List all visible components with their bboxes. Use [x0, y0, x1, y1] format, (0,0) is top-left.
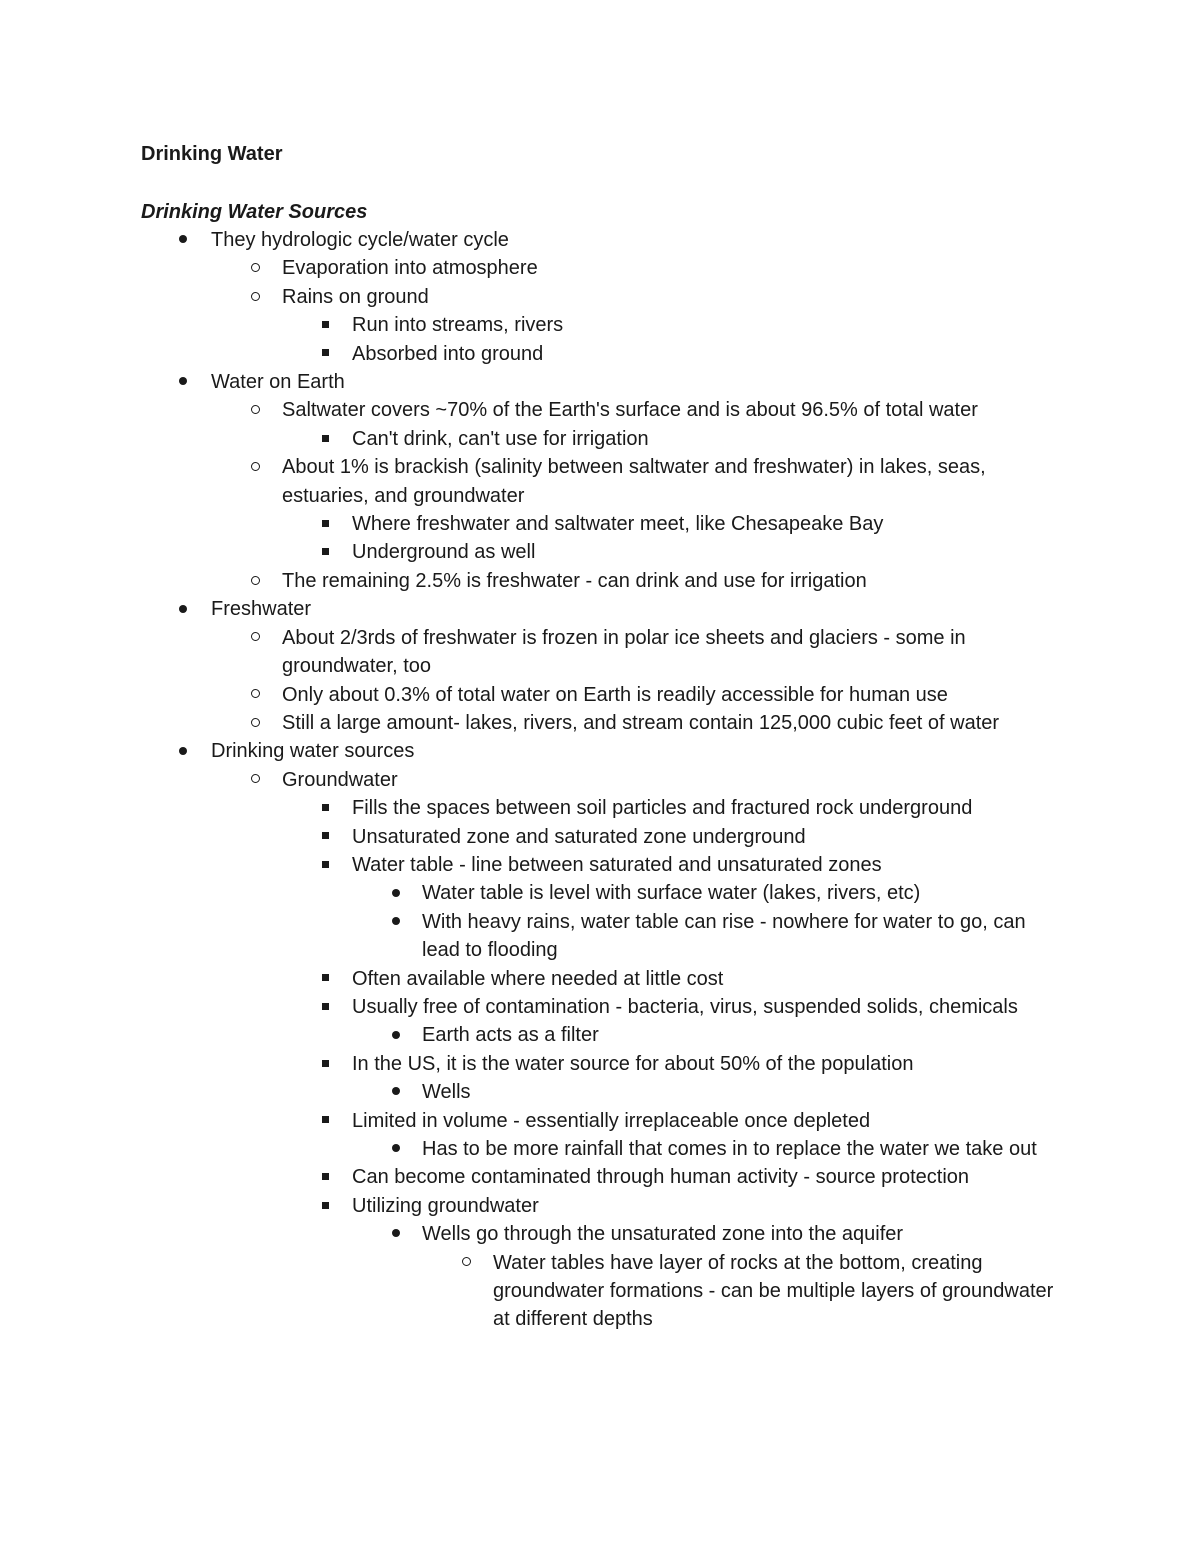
list-item: [0, 1163, 1200, 1191]
list-item: [0, 595, 1200, 623]
list-item-text: Has to be more rainfall that comes in to replace the water we take out: [422, 1138, 1037, 1160]
list-item: [0, 1021, 1200, 1049]
filled-circle-icon: [168, 595, 198, 623]
list-item: [0, 311, 1200, 339]
list-item-text: The remaining 2.5% is freshwater - can drink and use for irrigation: [282, 569, 867, 592]
list-item-text: Usually free of contamination - bacteria, virus, suspended solids, chemicals: [352, 995, 1018, 1018]
list-item-text: Run into streams, rivers: [352, 314, 564, 337]
list-item: [0, 510, 1200, 538]
list-item: [0, 425, 1200, 453]
filled-square-icon: [310, 965, 340, 993]
list-item: [0, 965, 1200, 993]
list-item: [0, 567, 1200, 595]
list-item: [0, 624, 1200, 681]
list-item-text: Wells: [422, 1081, 471, 1104]
filled-square-icon: [310, 340, 340, 368]
list-item: [0, 1135, 1200, 1163]
list-item-text: Underground as well: [352, 541, 536, 564]
filled-square-icon: [310, 311, 340, 339]
list-item: [0, 1249, 1200, 1334]
hollow-circle-icon: [240, 766, 270, 794]
list-item: [0, 993, 1200, 1021]
filled-square-icon: [310, 851, 340, 879]
filled-square-icon: [310, 1163, 340, 1191]
list-item-text: Absorbed into ground: [352, 342, 544, 365]
list-item: [0, 1192, 1200, 1220]
list-item-text: Rains on ground: [282, 285, 429, 308]
list-item-text: Earth acts as a filter: [422, 1024, 599, 1047]
hollow-circle-icon: [240, 254, 270, 282]
list-item-text: Still a large amount- lakes, rivers, and stream contain 125,000 cubic feet of water: [282, 711, 1000, 734]
list-item: [0, 538, 1200, 566]
filled-square-icon: [310, 1050, 340, 1078]
filled-circle-icon: [381, 1078, 411, 1106]
section-heading: Drinking Water Sources: [141, 201, 368, 223]
list-item: [0, 1107, 1200, 1135]
list-item: [0, 1050, 1200, 1078]
filled-circle-icon: [381, 1135, 411, 1163]
list-item-text: Limited in volume - essentially irreplaceable once depleted: [352, 1109, 871, 1132]
list-item-text: With heavy rains, water table can rise - nowhere for water to go, can lead to flooding: [422, 910, 1026, 962]
list-item-text: Wells go through the unsaturated zone into the aquifer: [422, 1223, 904, 1246]
list-item-text: Only about 0.3% of total water on Earth is readily accessible for human use: [282, 683, 948, 706]
list-item-text: Can become contaminated through human activity - source protection: [352, 1166, 970, 1189]
list-item: [0, 340, 1200, 368]
filled-square-icon: [310, 1192, 340, 1220]
list-item: [0, 908, 1200, 965]
list-item: [0, 766, 1200, 794]
filled-square-icon: [310, 823, 340, 851]
list-item-text: Can't drink, can't use for irrigation: [352, 427, 649, 450]
list-item: [0, 737, 1200, 765]
filled-square-icon: [310, 425, 340, 453]
list-item: [0, 1078, 1200, 1106]
hollow-circle-icon: [240, 681, 270, 709]
filled-circle-icon: [381, 879, 411, 907]
list-item-text: Unsaturated zone and saturated zone underground: [352, 825, 806, 848]
list-item-text: Often available where needed at little cost: [352, 967, 724, 990]
filled-circle-icon: [381, 1021, 411, 1049]
list-item-text: Fills the spaces between soil particles and fractured rock underground: [352, 797, 973, 820]
bullet-outline: [0, 226, 1200, 1334]
list-item-text: Water on Earth: [211, 371, 345, 394]
list-item-text: Utilizing groundwater: [352, 1194, 539, 1217]
filled-square-icon: [310, 510, 340, 538]
filled-circle-icon: [168, 226, 198, 254]
list-item: [0, 681, 1200, 709]
list-item-text: Water table - line between saturated and unsaturated zones: [352, 853, 882, 876]
hollow-circle-icon: [240, 453, 270, 481]
list-item-text: Where freshwater and saltwater meet, like Chesapeake Bay: [352, 513, 884, 536]
filled-circle-icon: [381, 908, 411, 936]
list-item: [0, 823, 1200, 851]
filled-circle-icon: [168, 368, 198, 396]
filled-square-icon: [310, 993, 340, 1021]
list-item: [0, 226, 1200, 254]
hollow-circle-icon: [240, 624, 270, 652]
list-item-text: About 2/3rds of freshwater is frozen in polar ice sheets and glaciers - some in groundwater, too: [282, 626, 966, 678]
list-item: [0, 396, 1200, 424]
list-item-text: Groundwater: [282, 768, 398, 791]
document-title: Drinking Water: [141, 143, 283, 165]
list-item-text: They hydrologic cycle/water cycle: [211, 229, 509, 251]
filled-circle-icon: [381, 1220, 411, 1248]
list-item-text: Freshwater: [211, 598, 312, 621]
hollow-circle-icon: [240, 709, 270, 737]
filled-square-icon: [310, 794, 340, 822]
list-item: [0, 879, 1200, 907]
list-item-text: Evaporation into atmosphere: [282, 257, 538, 280]
filled-square-icon: [310, 538, 340, 566]
filled-circle-icon: [168, 737, 198, 765]
hollow-circle-icon: [240, 567, 270, 595]
list-item-text: Water table is level with surface water (lakes, rivers, etc): [422, 882, 921, 905]
list-item-text: Water tables have layer of rocks at the bottom, creating groundwater formations - can be multiple layers of groundwater at different depths: [493, 1251, 1054, 1331]
list-item: [0, 1220, 1200, 1248]
list-item-text: In the US, it is the water source for about 50% of the population: [352, 1052, 914, 1075]
filled-square-icon: [310, 1107, 340, 1135]
hollow-circle-icon: [240, 396, 270, 424]
hollow-circle-icon: [240, 283, 270, 311]
list-item: [0, 453, 1200, 510]
list-item-text: About 1% is brackish (salinity between saltwater and freshwater) in lakes, seas, estuaries, and groundwater: [282, 456, 986, 507]
list-item: [0, 254, 1200, 282]
list-item: [0, 709, 1200, 737]
list-item: [0, 851, 1200, 879]
list-item: [0, 794, 1200, 822]
list-item-text: Saltwater covers ~70% of the Earth's surface and is about 96.5% of total water: [282, 399, 978, 422]
list-item: [0, 283, 1200, 311]
list-item-text: Drinking water sources: [211, 740, 415, 763]
hollow-circle-icon: [451, 1249, 481, 1277]
list-item: [0, 368, 1200, 396]
